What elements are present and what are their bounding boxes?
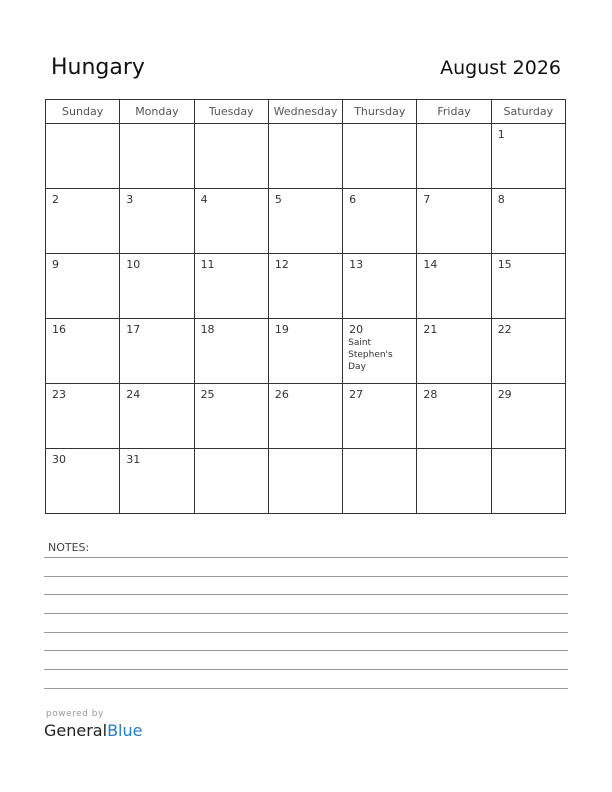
day-cell xyxy=(343,449,417,514)
day-number: 18 xyxy=(200,323,215,336)
day-number: 4 xyxy=(200,193,208,206)
notes-line xyxy=(44,632,568,633)
notes-line xyxy=(44,669,568,670)
weekday-tuesday: Tuesday xyxy=(194,100,268,124)
day-cell xyxy=(343,384,417,449)
day-number: 31 xyxy=(126,453,141,466)
notes-line xyxy=(44,650,568,651)
notes-line xyxy=(44,576,568,577)
day-number: 22 xyxy=(497,323,512,336)
week-row xyxy=(46,254,566,319)
week-row xyxy=(46,124,566,189)
day-number: 28 xyxy=(423,388,438,401)
calendar-grid xyxy=(45,99,566,514)
day-cell xyxy=(194,319,268,384)
week-row xyxy=(46,449,566,514)
day-number: 11 xyxy=(200,258,215,271)
day-cell xyxy=(491,124,565,189)
brand-blue: Blue xyxy=(107,721,143,740)
powered-by-text: powered by xyxy=(46,709,104,719)
day-cell xyxy=(268,254,342,319)
day-number: 27 xyxy=(349,388,364,401)
day-cell xyxy=(417,384,491,449)
day-cell xyxy=(268,319,342,384)
day-cell xyxy=(417,319,491,384)
country-title: Hungary xyxy=(51,55,145,80)
day-number: 30 xyxy=(52,453,66,466)
week-row xyxy=(46,384,566,449)
weekday-header-row xyxy=(46,100,566,124)
weekday-friday: Friday xyxy=(417,100,491,124)
day-cell xyxy=(491,189,565,254)
day-cell xyxy=(417,124,491,189)
day-number: 10 xyxy=(126,258,141,271)
day-number: 3 xyxy=(126,193,134,206)
day-cell xyxy=(268,384,342,449)
notes-line xyxy=(44,594,568,595)
day-number: 9 xyxy=(52,258,59,271)
day-number: 29 xyxy=(497,388,512,401)
day-number: 1 xyxy=(497,128,505,141)
day-number: 6 xyxy=(349,193,357,206)
holiday-label: Saint Stephen's Day xyxy=(348,338,393,372)
day-cell xyxy=(194,384,268,449)
weekday-thursday: Thursday xyxy=(343,100,417,124)
week-row xyxy=(46,319,566,384)
day-cell xyxy=(194,254,268,319)
weekday-sunday: Sunday xyxy=(46,100,120,124)
day-number: 26 xyxy=(274,388,289,401)
notes-label: NOTES: xyxy=(48,541,90,554)
day-number: 23 xyxy=(52,388,66,401)
weekday-wednesday: Wednesday xyxy=(268,100,342,124)
day-cell xyxy=(46,449,120,514)
day-number: 17 xyxy=(126,323,141,336)
day-cell xyxy=(120,189,194,254)
day-cell xyxy=(194,449,268,514)
day-cell xyxy=(194,124,268,189)
day-number: 14 xyxy=(423,258,438,271)
day-cell xyxy=(46,254,120,319)
day-cell xyxy=(120,449,194,514)
brand-general: General xyxy=(44,721,108,740)
day-number: 19 xyxy=(274,323,289,336)
day-cell xyxy=(343,319,417,384)
day-number: 20 xyxy=(349,323,364,336)
day-cell xyxy=(343,124,417,189)
day-cell xyxy=(120,384,194,449)
day-cell xyxy=(491,384,565,449)
day-cell xyxy=(268,189,342,254)
notes-line xyxy=(44,557,568,558)
day-number: 5 xyxy=(274,193,282,206)
day-cell xyxy=(417,254,491,319)
day-cell xyxy=(120,319,194,384)
day-number: 2 xyxy=(52,193,59,206)
notes-line xyxy=(44,688,568,689)
day-cell xyxy=(46,319,120,384)
month-year-title: August 2026 xyxy=(440,57,561,79)
day-number: 13 xyxy=(349,258,364,271)
day-cell xyxy=(491,319,565,384)
day-number: 8 xyxy=(497,193,505,206)
day-cell xyxy=(417,189,491,254)
day-cell xyxy=(268,449,342,514)
day-cell xyxy=(194,189,268,254)
day-number: 24 xyxy=(126,388,141,401)
day-number: 15 xyxy=(497,258,512,271)
day-number: 12 xyxy=(274,258,289,271)
brand-logo xyxy=(44,721,142,740)
day-cell xyxy=(491,449,565,514)
day-cell xyxy=(343,189,417,254)
day-number: 7 xyxy=(423,193,431,206)
day-cell xyxy=(343,254,417,319)
day-cell xyxy=(120,124,194,189)
weekday-monday: Monday xyxy=(120,100,194,124)
week-row xyxy=(46,189,566,254)
day-cell xyxy=(491,254,565,319)
day-number: 25 xyxy=(200,388,215,401)
day-cell xyxy=(46,124,120,189)
day-number: 21 xyxy=(423,323,438,336)
notes-line xyxy=(44,613,568,614)
day-cell xyxy=(46,384,120,449)
day-cell xyxy=(417,449,491,514)
day-cell xyxy=(268,124,342,189)
day-cell xyxy=(120,254,194,319)
day-cell xyxy=(46,189,120,254)
weekday-saturday: Saturday xyxy=(491,100,565,124)
day-number: 16 xyxy=(52,323,66,336)
